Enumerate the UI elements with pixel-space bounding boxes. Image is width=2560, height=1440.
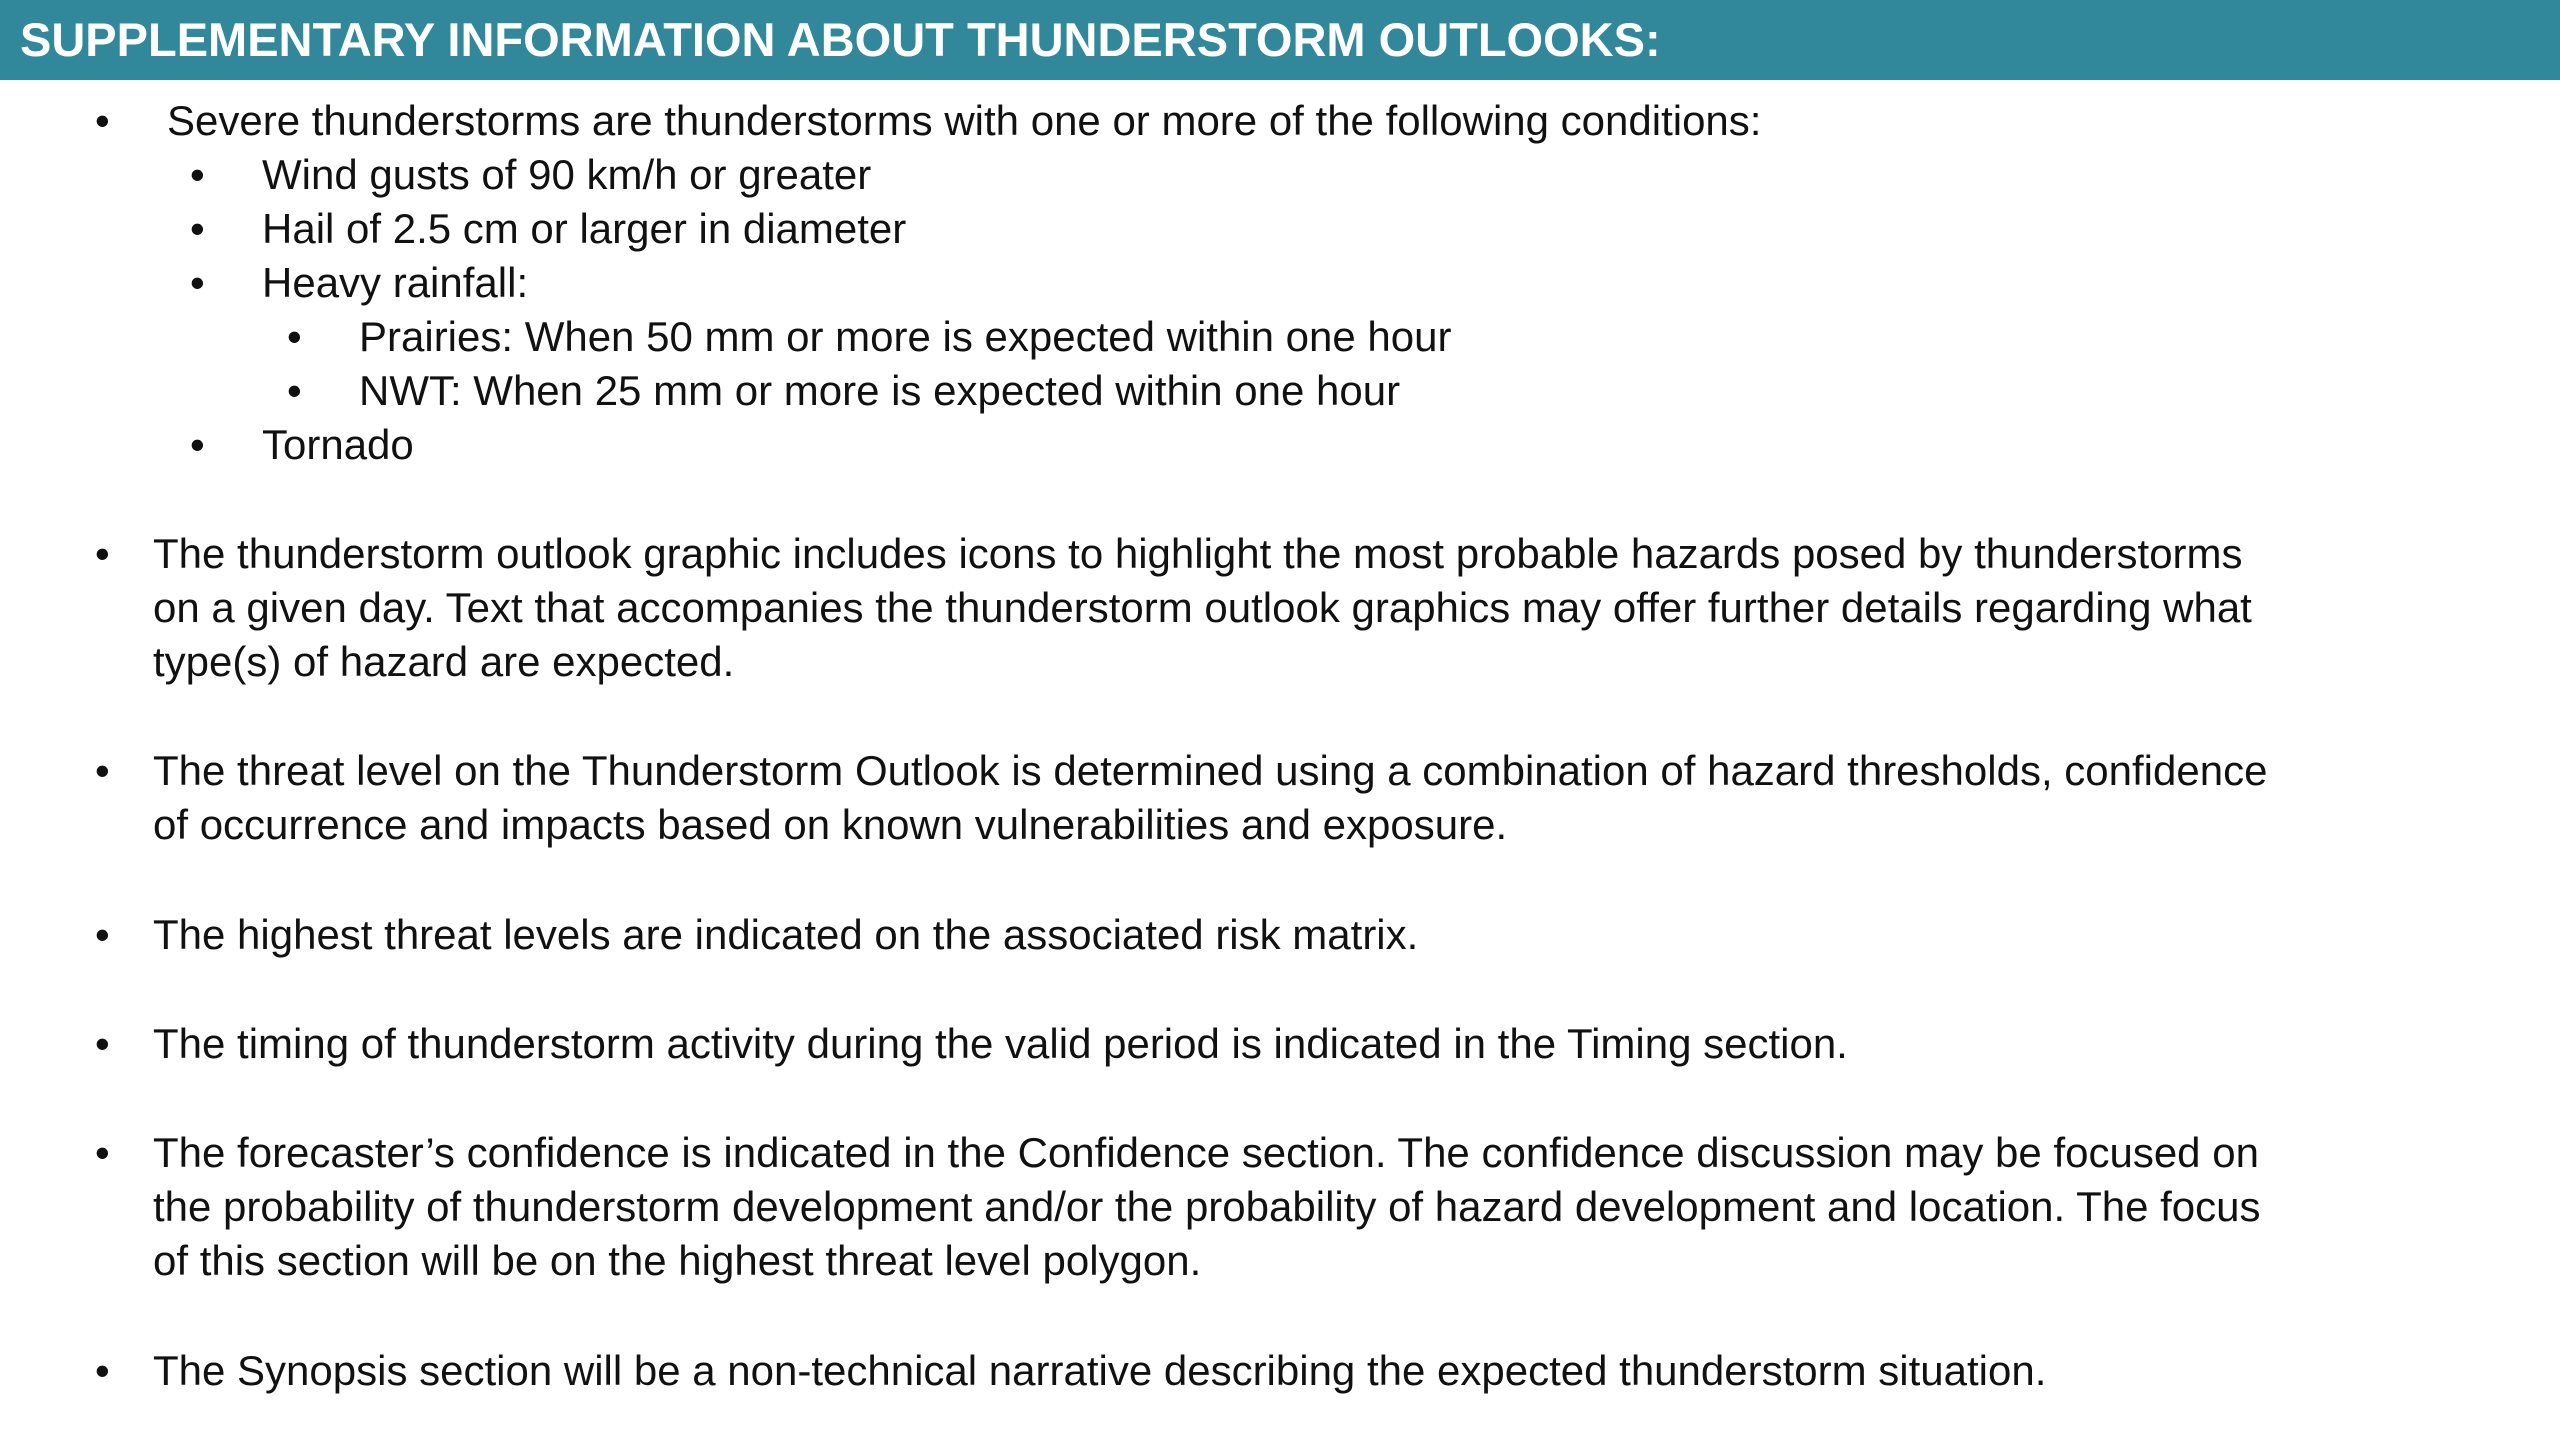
bullet-icon: • bbox=[190, 421, 205, 468]
list-item-text: The highest threat levels are indicated on the associated risk matrix. bbox=[153, 911, 1419, 958]
list-item-text-line-3: type(s) of hazard are expected. bbox=[153, 638, 735, 685]
list-item-text: NWT: When 25 mm or more is expected within one hour bbox=[359, 367, 1401, 414]
bullet-icon: • bbox=[95, 911, 110, 958]
list-item-text: The timing of thunderstorm activity during the valid period is indicated in the Timing section. bbox=[153, 1020, 1848, 1067]
bullet-icon: • bbox=[190, 151, 205, 198]
list-item-text: Severe thunderstorms are thunderstorms with one or more of the following conditions: bbox=[167, 97, 1762, 144]
list-item-text-line-2: on a given day. Text that accompanies the thunderstorm outlook graphics may offer further details regarding what bbox=[153, 584, 2252, 631]
header-bar bbox=[0, 0, 2560, 80]
list-item-text: Wind gusts of 90 km/h or greater bbox=[262, 151, 872, 198]
list-item-text-line-1: The thunderstorm outlook graphic includes icons to highlight the most probable hazards posed by thunderstorms bbox=[153, 530, 2243, 577]
list-item-text-line-1: The forecaster’s confidence is indicated in the Confidence section. The confidence discussion may be focused on bbox=[153, 1129, 2259, 1176]
bullet-icon: • bbox=[190, 205, 205, 252]
list-item-text: Heavy rainfall: bbox=[262, 259, 529, 306]
bullet-icon: • bbox=[95, 747, 110, 794]
list-item-text: Hail of 2.5 cm or larger in diameter bbox=[262, 205, 907, 252]
bullet-icon: • bbox=[287, 367, 302, 414]
bullet-icon: • bbox=[95, 1347, 110, 1394]
list-item-text-line-2: of occurrence and impacts based on known vulnerabilities and exposure. bbox=[153, 801, 1508, 848]
list-item-text-line-2: the probability of thunderstorm development and/or the probability of hazard development and location. The focus bbox=[153, 1183, 2261, 1230]
bullet-icon: • bbox=[287, 313, 302, 360]
page-title: SUPPLEMENTARY INFORMATION ABOUT THUNDERSTORM OUTLOOKS: bbox=[20, 13, 1661, 66]
bullet-icon: • bbox=[95, 1129, 110, 1176]
bullet-icon: • bbox=[95, 97, 110, 144]
bullet-icon: • bbox=[95, 530, 110, 577]
list-item-text-line-1: The threat level on the Thunderstorm Outlook is determined using a combination of hazard thresholds, confidence bbox=[153, 747, 2268, 794]
list-item-text: Prairies: When 50 mm or more is expected within one hour bbox=[359, 313, 1452, 360]
bullet-icon: • bbox=[190, 259, 205, 306]
list-item-text-line-3: of this section will be on the highest threat level polygon. bbox=[153, 1237, 1202, 1284]
bullet-icon: • bbox=[95, 1020, 110, 1067]
list-item-text: The Synopsis section will be a non-technical narrative describing the expected thunderstorm situation. bbox=[153, 1347, 2047, 1394]
list-item-text: Tornado bbox=[262, 421, 414, 468]
